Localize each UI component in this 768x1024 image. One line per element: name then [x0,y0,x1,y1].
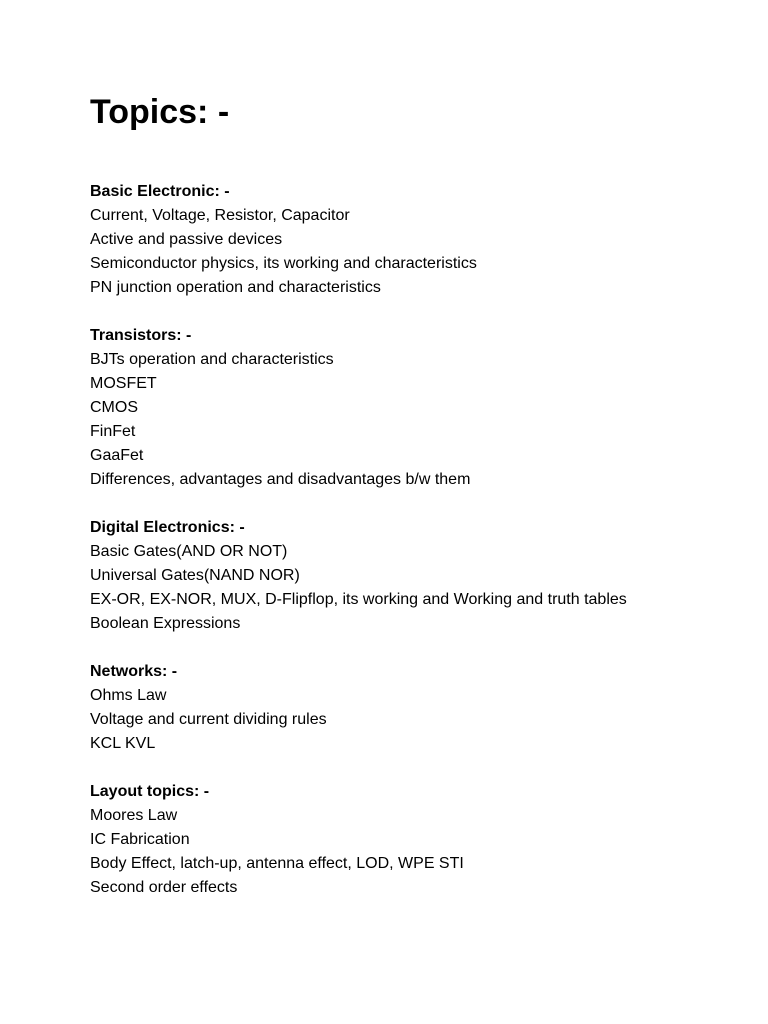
topic-item: Ohms Law [90,687,167,704]
topic-list [90,684,650,756]
topic-item: EX-OR, EX-NOR, MUX, D-Flipflop, its working and Working and truth tables [90,591,627,608]
topic-item: KCL KVL [90,735,156,752]
section-basic-electronic [90,180,650,300]
topic-item: Differences, advantages and disadvantages b/w them [90,471,471,488]
topic-item: Active and passive devices [90,231,283,248]
section-heading: Networks: - [90,663,178,680]
topic-item: Semiconductor physics, its working and characteristics [90,255,477,272]
topic-list [90,204,650,300]
topic-item: PN junction operation and characteristics [90,279,381,296]
page-title: Topics: - [90,93,230,131]
section-digital-electronics [90,516,650,636]
section-layout-topics [90,780,650,900]
section-heading: Layout topics: - [90,783,210,800]
topic-item: IC Fabrication [90,831,190,848]
topic-item: Current, Voltage, Resistor, Capacitor [90,207,350,224]
topic-list [90,348,650,492]
topic-item: Moores Law [90,807,178,824]
topic-item: FinFet [90,423,136,440]
topics-content [90,180,650,924]
topic-list [90,540,650,636]
section-transistors [90,324,650,492]
topic-list [90,804,650,900]
topic-item: Universal Gates(NAND NOR) [90,567,300,584]
topic-item: GaaFet [90,447,144,464]
section-heading: Transistors: - [90,327,192,344]
section-heading: Basic Electronic: - [90,183,230,200]
topic-item: Body Effect, latch-up, antenna effect, LOD, WPE STI [90,855,464,872]
topic-item: MOSFET [90,375,157,392]
topic-item: Boolean Expressions [90,615,241,632]
topic-item: Voltage and current dividing rules [90,711,327,728]
topic-item: Basic Gates(AND OR NOT) [90,543,288,560]
section-heading: Digital Electronics: - [90,519,245,536]
section-networks [90,660,650,756]
topic-item: Second order effects [90,879,238,896]
topic-item: CMOS [90,399,138,416]
topic-item: BJTs operation and characteristics [90,351,334,368]
